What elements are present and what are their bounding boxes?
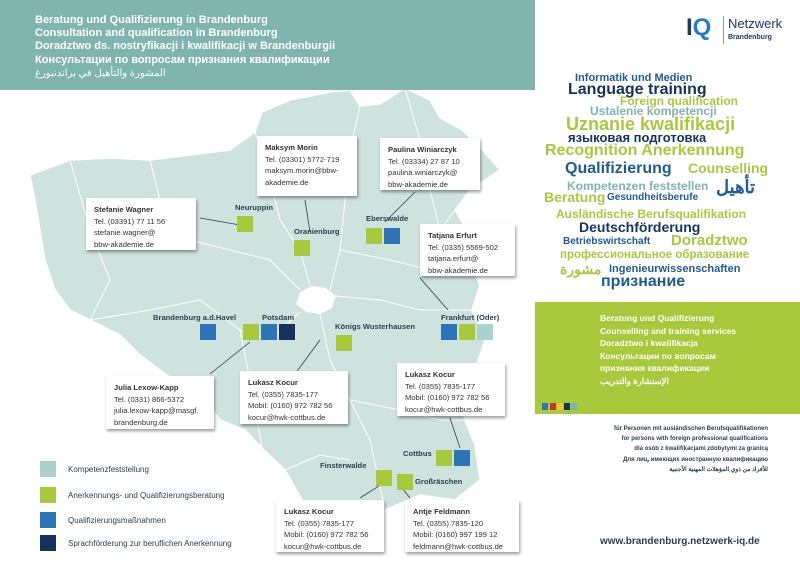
city-koenigs-wusterhausen: Königs Wusterhausen [335,322,416,331]
contact-line: kocur@hwk-cottbus.de [405,404,483,414]
city-oranienburg: Oranienburg [294,227,340,236]
contact-card-feldmann [405,500,519,552]
color-strip [557,403,563,410]
cloud-word: Beratung [544,189,606,205]
contact-line: bbw-akademie.de [428,265,488,275]
panel-line: Counselling and training services [600,325,737,336]
cloud-word: Recognition Anerkennung [545,142,745,159]
cloud-word: Counselling [688,160,769,176]
marker-oranienburg-beratung [294,240,310,256]
contact-line: tatjana.erfurt@ [428,254,479,263]
target-line: für Personen mit ausländischen Berufsqualifikationen [613,426,768,432]
website-link[interactable]: www.brandenburg.netzwerk-iq.de [600,536,760,547]
color-strip [550,403,556,410]
contact-card-morin [257,136,357,196]
marker-brandenburg-qualifizierung [200,324,216,340]
contact-name: Stefanie Wagner [94,205,154,214]
contact-name: Lukasz Kocur [405,370,455,379]
contact-card-wagner [86,198,196,250]
city-grossraeschen: Großräschen [415,477,463,486]
city-frankfurt-oder: Frankfurt (Oder) [441,313,500,322]
marker-potsdam-qualifizierung [261,324,277,340]
contact-line: Tel. (0355) 7835-177 [405,381,476,391]
legend-swatch-qualifizierung [40,512,56,528]
contact-line: maksym.morin@bbw- [265,166,339,175]
header-line-ar: المشورة والتأهيل في براندنبورغ [35,67,166,79]
cloud-word: Qualifizierung [565,160,672,177]
city-brandenburg: Brandenburg a.d.Havel [153,313,237,322]
marker-eberswalde-beratung [366,228,382,244]
logo-network-text: Netzwerk [728,16,783,31]
header-line-de: Beratung und Qualifizierung in Brandenburg [35,14,268,26]
contact-line: bbw-akademie.de [388,179,448,189]
contact-line: Tel. (0355) 7835-120 [413,518,484,528]
contact-name: Lukasz Kocur [284,507,334,516]
contact-name: Maksym Morin [265,143,318,152]
contact-line: Tel. (0355) 7835-177 [248,389,319,399]
panel-line: признания квалификации [600,363,710,374]
header-line-ru: Консультации по вопросам признания квалификации [35,53,330,66]
contact-card-kocur-potsdam [240,371,348,424]
target-line: dla osób z kwalifikacjami zdobytymi za granicą [634,446,768,453]
panel-line: Консультации по вопросам [600,350,716,361]
contact-line: paulina.winiarczyk@ [388,168,458,177]
cloud-word: مشورة [560,261,602,277]
cloud-word: языковая подготовка [568,130,707,145]
city-finsterwalde: Finsterwalde [320,461,367,470]
legend-label: Anerkennungs- und Qualifizierungsberatung [68,491,225,500]
marker-cottbus-beratung [436,450,452,466]
city-eberswalde: Eberswalde [366,214,409,223]
legend-swatch-beratung [40,487,56,503]
cloud-word: Informatik und Medien [575,72,693,84]
marker-potsdam-sprache [279,324,295,340]
cloud-word: Betriebswirtschaft [563,236,651,247]
contact-card-winiarczyk [380,138,480,190]
contact-card-lexow-kapp [106,376,214,429]
legend-label: Sprachförderung zur beruflichen Anerkennung [68,539,232,548]
contact-line: Tel. (0355) 7835-177 [284,518,355,528]
contact-name: Julia Lexow-Kapp [114,383,179,392]
logo-region-text: Brandenburg [728,34,772,41]
contact-line: stefanie.wagner@ [94,228,156,237]
marker-frankfurt-qualifizierung [441,324,457,340]
contact-line: akademie.de [265,177,309,187]
contact-name: Antje Feldmann [413,507,470,516]
panel-line: Doradztwo i kwalifikacja [600,338,698,349]
logo-divider [723,16,724,44]
contact-line: feldmann@hwk-cottbus.de [413,541,504,551]
logo-mark: IQ [686,14,712,41]
legend-swatch-sprache [40,535,56,551]
contact-line: kocur@hwk-cottbus.de [284,541,362,551]
city-neuruppin: Neuruppin [235,203,273,212]
contact-line: Tel. (0331) 866-5372 [114,394,185,404]
legend-label: Qualifizierungsmaßnahmen [68,516,166,525]
color-strip [542,403,548,410]
marker-finsterwalde-beratung [376,470,392,486]
panel-line: Beratung und Qualifizierung [600,313,715,323]
cloud-word: Ingenieurwissenschaften [609,263,741,275]
cloud-word: Foreign qualification [620,94,739,108]
contact-line: Tel. (03334) 27 87 10 [388,156,460,166]
color-strip [571,403,577,410]
contact-name: Paulina Winiarczyk [388,145,457,154]
marker-frankfurt-beratung [459,324,475,340]
marker-eberswalde-qualifizierung [384,228,400,244]
header-line-pl: Doradztwo ds. nostryfikacji i kwalifikacji w Brandenburgii [35,40,336,53]
city-potsdam: Potsdam [262,313,295,322]
contact-line: Tel. (0335) 5569-502 [428,242,499,252]
marker-potsdam-beratung [243,324,259,340]
marker-grossraeschen-beratung [397,474,413,490]
legend-swatch-kompetenz [40,461,56,477]
marker-koenigs-beratung [336,335,352,351]
cloud-word: تأهيل [716,177,756,197]
services-panel [535,302,800,414]
services-panel-text [600,312,736,388]
contact-card-kocur-frankfurt [397,363,505,416]
panel-line-ar: الإستشارة والتدريب [600,375,669,386]
header-title-lines [35,14,335,80]
target-line: للأفراد من ذوي المؤهلات المهنية الأجنبية [669,466,768,473]
contact-card-kocur-finsterwalde [276,500,384,552]
contact-name: Lukasz Kocur [248,378,298,387]
target-audience [560,424,768,475]
color-strip [564,403,570,410]
cloud-word: Ausländische Berufsqualifikation [556,207,747,221]
header-line-en: Consultation and qualification in Brandenburg [35,27,278,40]
legend-label: Kompetenzfeststellung [68,465,149,474]
contact-line: Mobil: (0160) 972 782 56 [248,401,333,410]
cloud-word: Ustalenie kompetencji [590,104,717,118]
contact-line: Tel. (03391) 77 11 56 [94,216,166,226]
marker-frankfurt-kompetenz [477,324,493,340]
cloud-word: Gesundheitsberufe [607,192,699,203]
contact-line: Tel. (03301) 5772-719 [265,154,340,164]
iq-netzwerk-logo [686,14,783,46]
cloud-word: Doradztwo [671,232,748,249]
contact-line: Mobil: (0160) 972 782 56 [405,393,490,402]
contact-line: julia.lexow-kapp@masgf. [114,406,199,415]
marker-cottbus-qualifizierung [454,450,470,466]
contact-name: Tatjana Erfurt [428,231,477,240]
contact-line: Mobil: (0160) 972 782 56 [284,530,369,539]
cloud-word: профессиональное образование [560,249,750,261]
contact-line: brandenburg.de [114,417,168,427]
contact-card-erfurt [420,224,515,276]
cloud-word: Deutschförderung [579,219,701,235]
target-line: Для лиц, имеющих иностранную квалификацию [623,456,768,463]
cloud-word: признание [601,273,686,290]
contact-line: Mobil: (0160) 997 199 12 [413,530,498,539]
target-line: for persons with foreign professional qualifications [621,436,768,443]
city-cottbus: Cottbus [403,449,432,458]
header-band [0,0,535,90]
cloud-word: Uznanie kwalifikacji [566,114,736,134]
cloud-word: Kompetenzen feststellen [567,179,709,193]
contact-line: kocur@hwk-cottbus.de [248,412,326,422]
contact-line: bbw-akademie.de [94,239,154,249]
marker-neuruppin-beratung [237,216,253,232]
cloud-word: Language training [568,81,707,98]
